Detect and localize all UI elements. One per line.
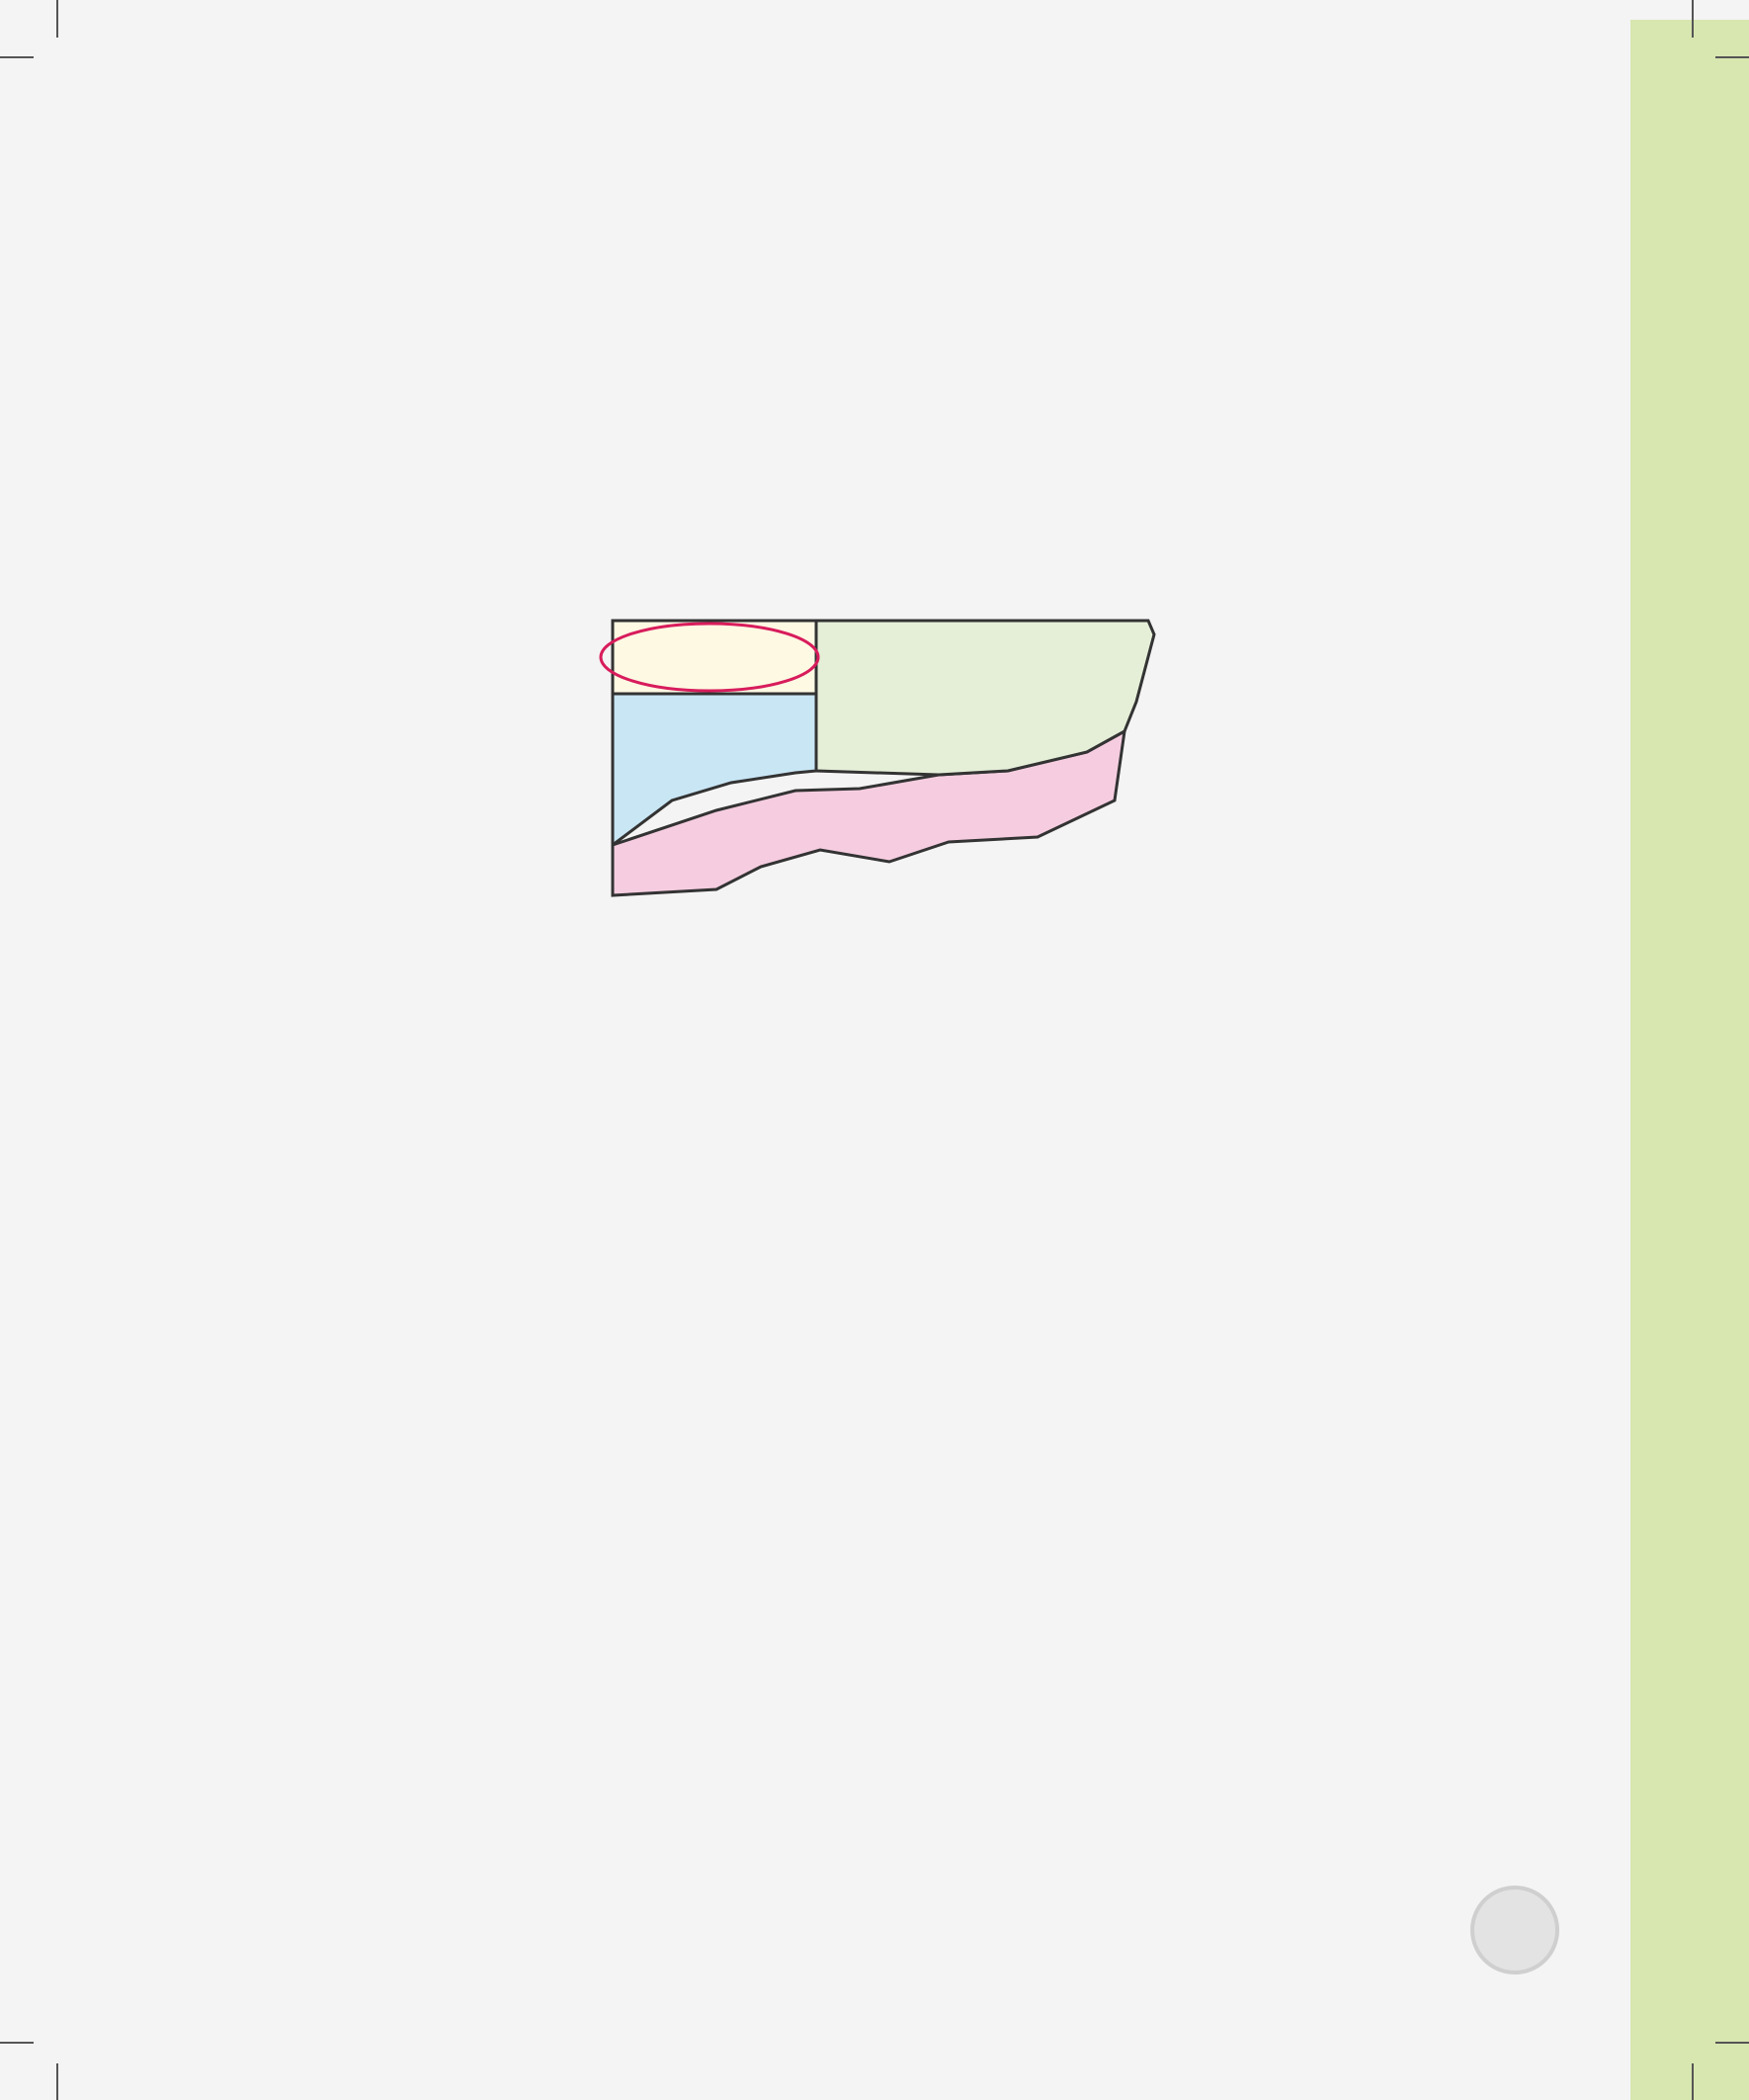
crop-mark — [1715, 56, 1749, 58]
crop-mark — [1692, 0, 1694, 38]
crop-mark — [1692, 2063, 1694, 2100]
crop-mark — [0, 2042, 34, 2044]
page-side-strip — [1630, 20, 1749, 2100]
page-number-badge — [1470, 1886, 1559, 1974]
crop-mark — [1715, 2042, 1749, 2044]
crop-mark — [56, 0, 58, 38]
crop-mark — [0, 56, 34, 58]
systematic-sample-houses — [257, 1448, 1502, 1596]
crop-mark — [56, 2063, 58, 2100]
zip-zone-map — [593, 613, 1166, 919]
